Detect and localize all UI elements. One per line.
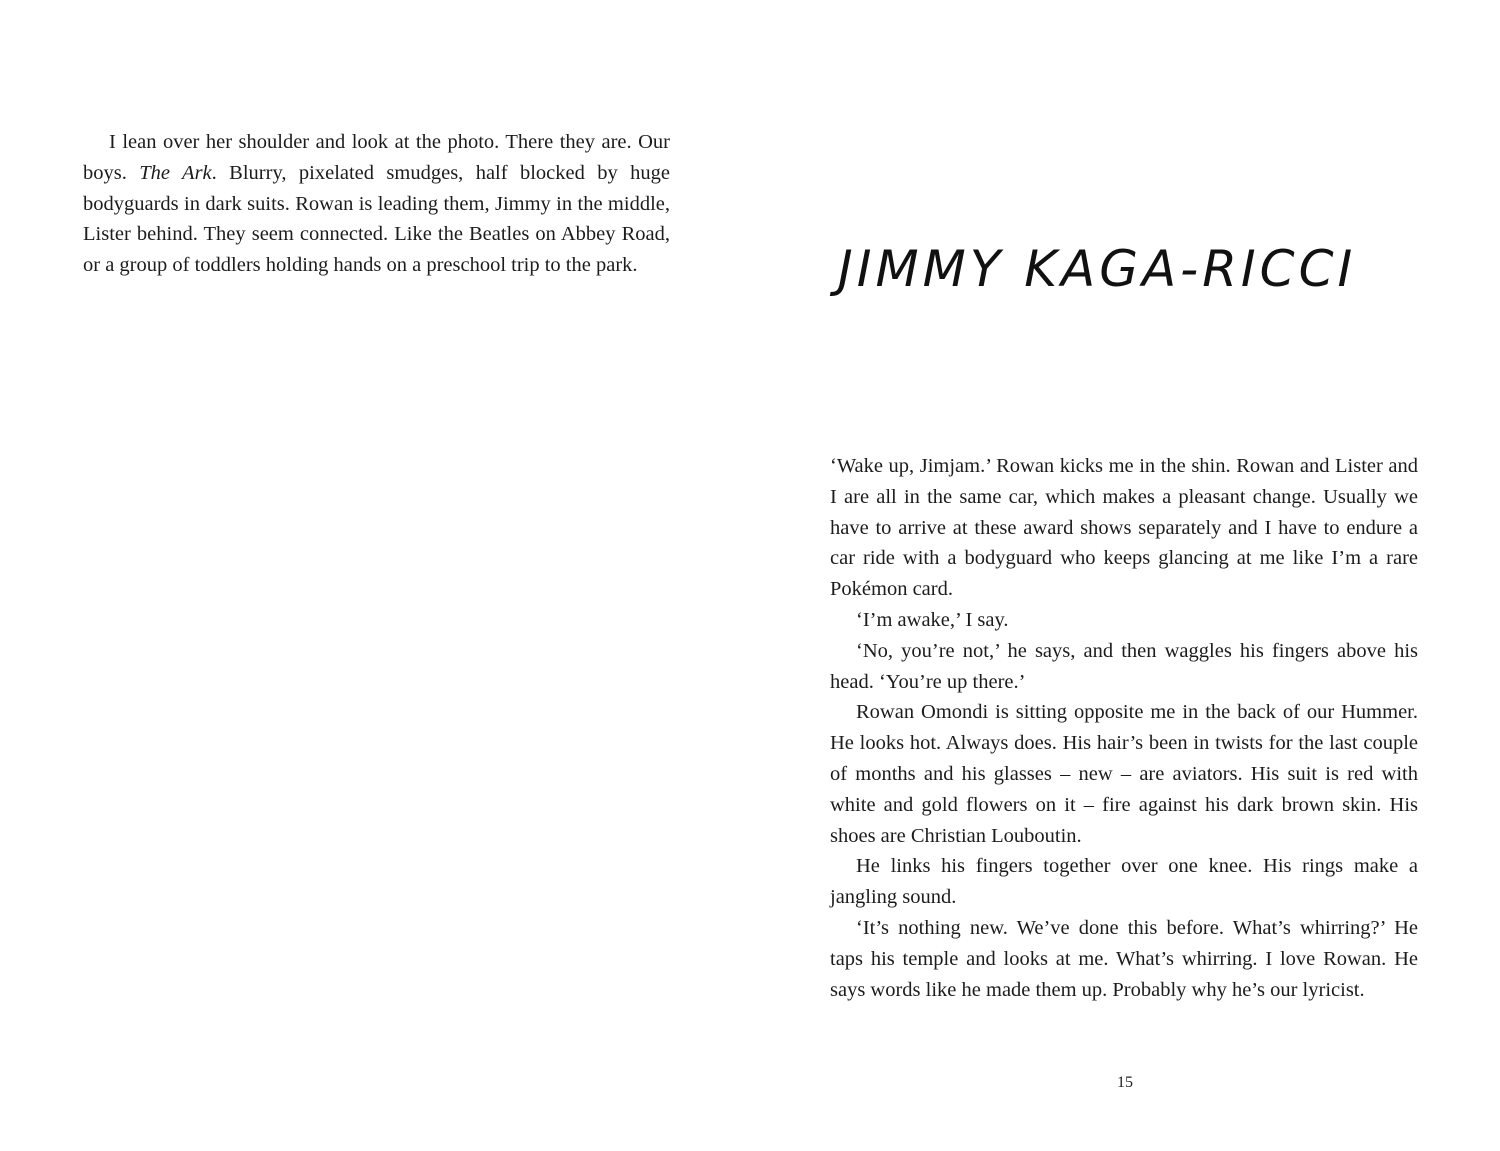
paragraph: ‘It’s nothing new. We’ve done this before. What’s whirring?’ He taps his temple and looks at me. What’s whirring. I love Rowan. He says words like he made them up. Probably why he’s our lyricist. [830, 916, 1418, 1001]
chapter-title: JIMMY KAGA-RICCI [838, 240, 1357, 298]
paragraph: ‘No, you’re not,’ he says, and then waggles his fingers above his head. ‘You’re up there.’ [830, 639, 1418, 693]
paragraph-text-end: . Blurry, pixelated smudges, half blocked by huge bodyguards in dark suits. Rowan is leading them, Jimmy in the middle, Lister behind. They seem connected. Like the Beatles on Abbey Road, or a group of toddlers holding hands on a preschool trip to the park. [83, 161, 671, 277]
paragraph: He links his fingers together over one knee. His rings make a jangling sound. [830, 855, 1418, 909]
paragraph-text-start: I lean over her shoulder and look at the photo. There they are. Our boys. [83, 131, 670, 184]
paragraph: ‘I’m awake,’ I say. [856, 608, 1009, 631]
paragraph: Rowan Omondi is sitting opposite me in the back of our Hummer. He looks hot. Always does. His hair’s been in twists for the last couple of months and his glasses – new – are aviators. His suit is red with white and gold flowers on it – fire against his dark brown skin. His shoes are Christian Louboutin. [830, 701, 1418, 847]
right-page-text [830, 451, 1418, 1005]
left-page-text [83, 127, 670, 281]
band-name-italic: The Ark [139, 161, 212, 184]
right-page [750, 0, 1500, 1151]
paragraph [83, 127, 670, 281]
page-number: 15 [1117, 1074, 1133, 1091]
paragraph: ‘Wake up, Jimjam.’ Rowan kicks me in the shin. Rowan and Lister and I are all in the same car, which makes a pleasant change. Usually we have to arrive at these award shows separately and I have to endure a car ride with a bodyguard who keeps glancing at me like I’m a rare Pokémon card. [830, 455, 1418, 601]
